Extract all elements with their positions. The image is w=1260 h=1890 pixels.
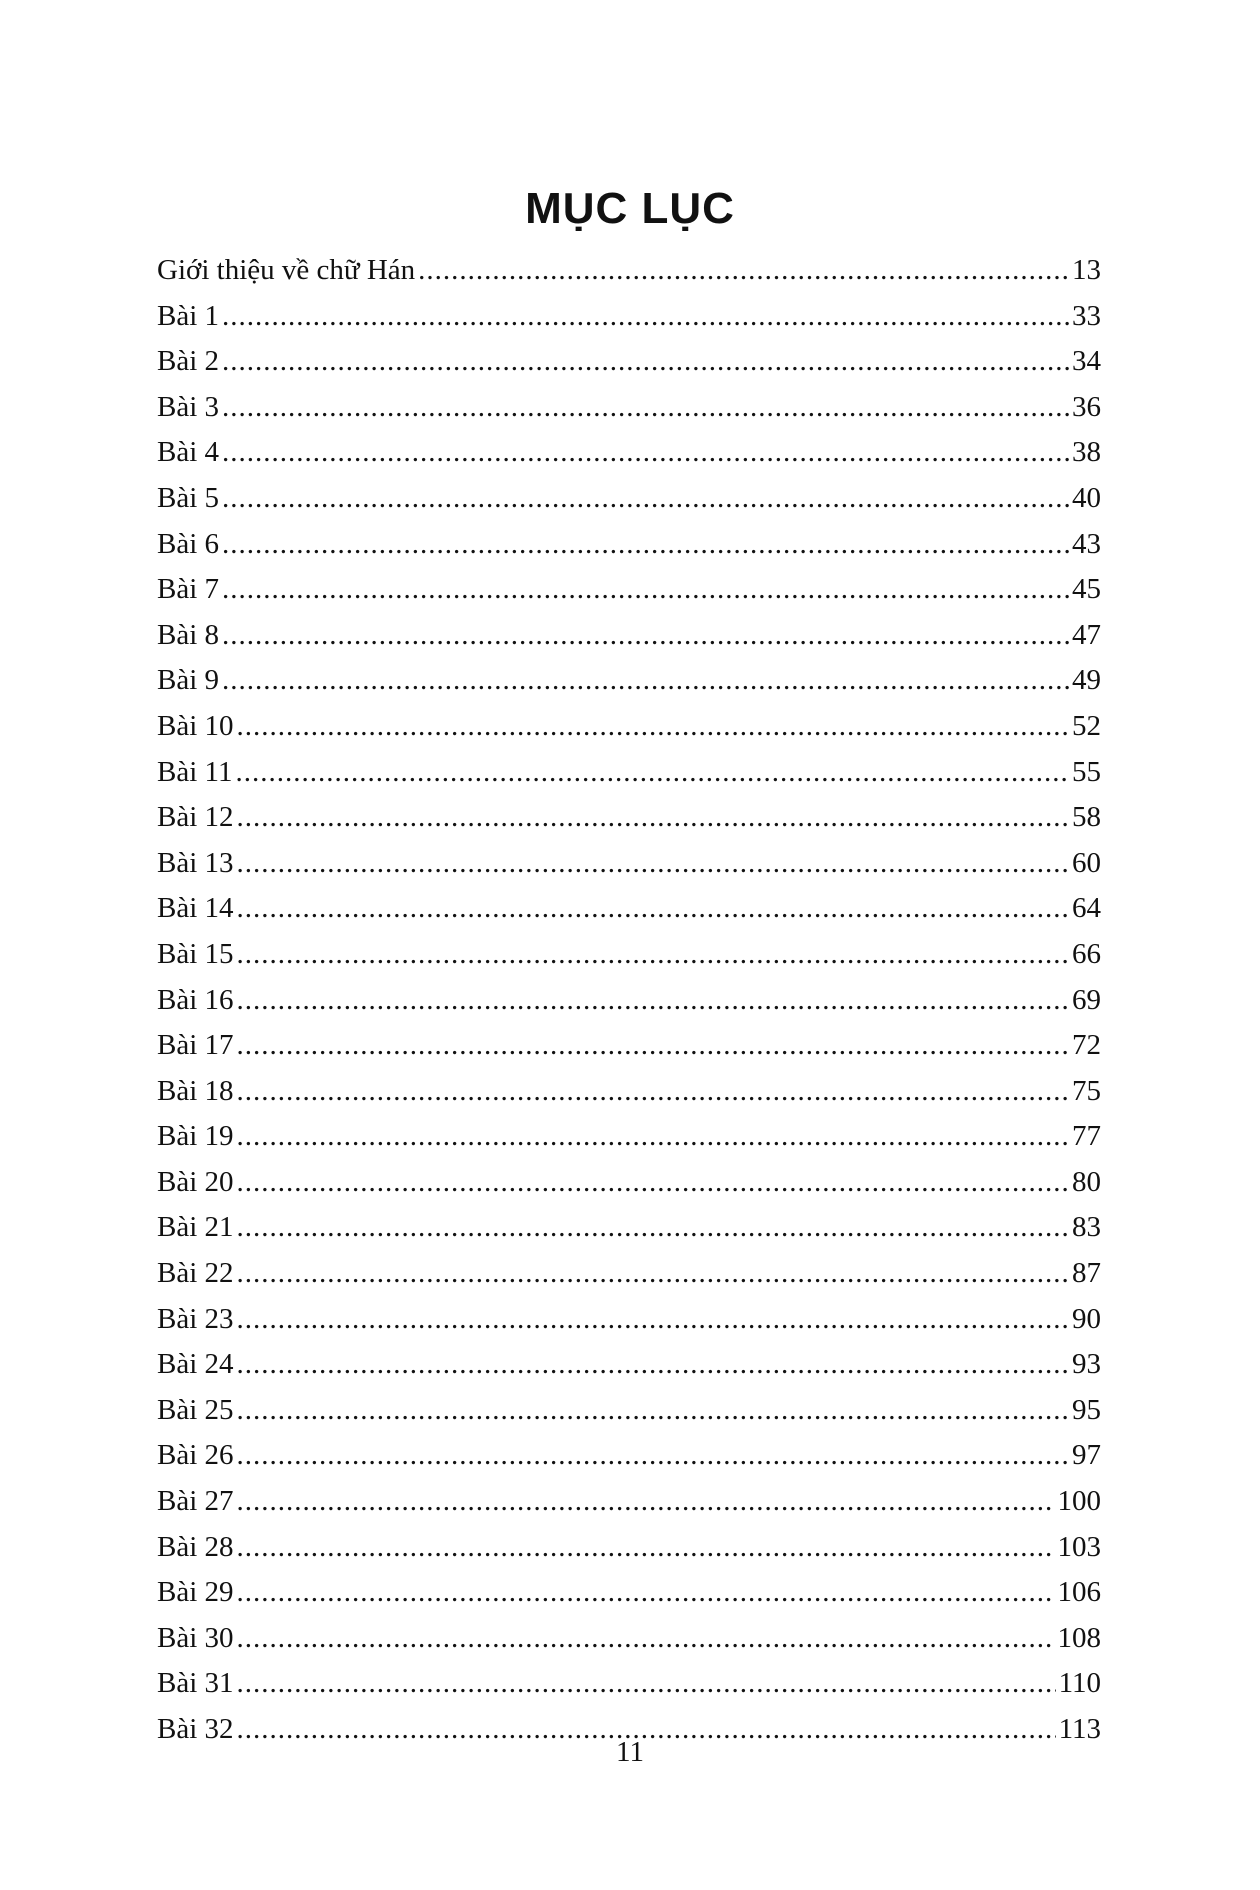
dot-leader [237,704,1069,750]
toc-entry[interactable] [157,1342,1101,1388]
toc-entry[interactable] [157,658,1101,704]
toc-entry[interactable] [157,932,1101,978]
toc-entry-page: 108 [1057,1621,1101,1654]
dot-leader [418,248,1069,294]
toc-entry-label: Bài 19 [157,1120,234,1153]
toc-entry-page: 87 [1072,1257,1101,1290]
toc-entry-page: 64 [1072,892,1101,925]
toc-entry-label: Bài 12 [157,801,234,834]
toc-entry-page: 34 [1072,345,1101,378]
dot-leader [237,1251,1069,1297]
toc-entry[interactable] [157,1251,1101,1297]
toc-entry-label: Bài 32 [157,1713,234,1745]
toc-entry[interactable] [157,476,1101,522]
toc-entry-label: Bài 24 [157,1348,234,1381]
toc-entry[interactable] [157,613,1101,659]
toc-entry-page: 75 [1072,1074,1101,1107]
toc-entry-page: 36 [1072,390,1101,423]
dot-leader [237,1160,1069,1206]
toc-entry-label: Bài 2 [157,345,220,378]
dot-leader [237,1479,1055,1525]
toc-entry-label: Bài 30 [157,1621,234,1654]
toc-entry-page: 90 [1072,1302,1101,1335]
toc-entry-label: Bài 18 [157,1074,234,1107]
toc-entry-label: Bài 16 [157,983,234,1016]
toc-entry-page: 95 [1072,1393,1101,1426]
toc-entry[interactable] [157,1388,1101,1434]
toc-entry-page: 97 [1072,1439,1101,1472]
dot-leader [237,978,1069,1024]
table-of-contents [157,248,1101,1753]
toc-entry-page: 47 [1072,618,1101,651]
toc-entry-page: 100 [1057,1485,1101,1518]
toc-entry-label: Bài 3 [157,390,220,423]
toc-entry-label: Bài 25 [157,1393,234,1426]
dot-leader [237,1069,1069,1115]
toc-entry-label: Bài 20 [157,1165,234,1198]
toc-entry-page: 43 [1072,527,1101,560]
toc-entry[interactable] [157,1661,1101,1707]
toc-entry-label: Bài 15 [157,937,234,970]
toc-entry[interactable] [157,430,1101,476]
toc-entry-label: Bài 21 [157,1211,234,1244]
toc-entry-label: Bài 26 [157,1439,234,1472]
toc-entry-page: 58 [1072,801,1101,834]
dot-leader [222,567,1069,613]
toc-entry-label: Bài 27 [157,1485,234,1518]
toc-entry[interactable] [157,522,1101,568]
dot-leader [237,1388,1069,1434]
toc-entry[interactable] [157,886,1101,932]
dot-leader [237,1297,1069,1343]
toc-entry-label: Bài 9 [157,664,220,697]
dot-leader [237,1616,1055,1662]
toc-entry-page: 77 [1072,1120,1101,1153]
toc-entry-page: 110 [1058,1667,1101,1700]
toc-entry[interactable] [157,1023,1101,1069]
toc-entry[interactable] [157,1525,1101,1571]
dot-leader [237,795,1069,841]
toc-entry[interactable] [157,795,1101,841]
toc-entry[interactable] [157,567,1101,613]
toc-entry-page: 38 [1072,436,1101,469]
toc-entry-label: Bài 4 [157,436,220,469]
toc-entry-page: 49 [1072,664,1101,697]
toc-entry-page: 52 [1072,709,1101,742]
dot-leader [237,1114,1069,1160]
toc-entry[interactable] [157,1069,1101,1115]
toc-entry-label: Bài 29 [157,1576,234,1609]
toc-entry[interactable] [157,704,1101,750]
toc-entry-label: Bài 7 [157,573,220,606]
toc-entry[interactable] [157,1479,1101,1525]
dot-leader [222,385,1069,431]
dot-leader [222,476,1069,522]
toc-entry-label: Bài 23 [157,1302,234,1335]
toc-entry[interactable] [157,978,1101,1024]
dot-leader [237,841,1069,887]
toc-entry-page: 103 [1057,1530,1101,1563]
toc-entry-label: Bài 13 [157,846,234,879]
page-title: MỤC LỤC [525,184,735,234]
toc-entry-page: 83 [1072,1211,1101,1244]
toc-entry-label: Bài 8 [157,618,220,651]
toc-entry-page: 106 [1057,1576,1101,1609]
dot-leader [222,522,1069,568]
toc-entry-page: 66 [1072,937,1101,970]
dot-leader [237,1661,1056,1707]
dot-leader [237,1525,1055,1571]
toc-entry-page: 113 [1058,1713,1101,1745]
dot-leader [222,613,1069,659]
toc-entry-label: Giới thiệu về chữ Hán [157,254,416,286]
dot-leader [237,1433,1069,1479]
toc-entry[interactable] [157,385,1101,431]
toc-entry-page: 72 [1072,1029,1101,1062]
toc-entry-label: Bài 31 [157,1667,234,1700]
dot-leader [235,750,1069,796]
toc-entry-label: Bài 14 [157,892,234,925]
toc-entry[interactable] [157,750,1101,796]
toc-entry[interactable] [157,1616,1101,1662]
toc-entry-label: Bài 5 [157,481,220,514]
dot-leader [237,932,1069,978]
toc-entry-label: Bài 28 [157,1530,234,1563]
toc-entry[interactable] [157,1160,1101,1206]
toc-entry-page: 33 [1072,299,1101,332]
toc-entry-label: Bài 17 [157,1029,234,1062]
toc-entry[interactable] [157,1433,1101,1479]
toc-entry-label: Bài 1 [157,299,220,332]
toc-entry-page: 80 [1072,1165,1101,1198]
toc-entry[interactable] [157,248,1101,294]
toc-entry[interactable] [157,294,1101,340]
dot-leader [222,339,1069,385]
dot-leader [237,886,1069,932]
toc-entry[interactable] [157,841,1101,887]
toc-entry-label: Bài 22 [157,1257,234,1290]
toc-entry-page: 93 [1072,1348,1101,1381]
dot-leader [222,658,1069,704]
toc-entry-label: Bài 10 [157,709,234,742]
toc-entry-page: 69 [1072,983,1101,1016]
toc-entry-page: 60 [1072,846,1101,879]
toc-entry-page: 45 [1072,573,1101,606]
dot-leader [222,430,1069,476]
toc-entry[interactable] [157,1297,1101,1343]
toc-entry[interactable] [157,1114,1101,1160]
toc-entry-label: Bài 6 [157,527,220,560]
dot-leader [237,1205,1069,1251]
page-number: 11 [616,1736,644,1768]
toc-entry[interactable] [157,1570,1101,1616]
toc-entry[interactable] [157,339,1101,385]
dot-leader [222,294,1069,340]
toc-entry-page: 13 [1072,254,1101,286]
dot-leader [237,1570,1055,1616]
dot-leader [237,1023,1069,1069]
toc-entry-page: 40 [1072,481,1101,514]
toc-entry-page: 55 [1072,755,1101,788]
toc-entry-label: Bài 11 [157,755,233,788]
dot-leader [237,1342,1069,1388]
toc-entry[interactable] [157,1205,1101,1251]
